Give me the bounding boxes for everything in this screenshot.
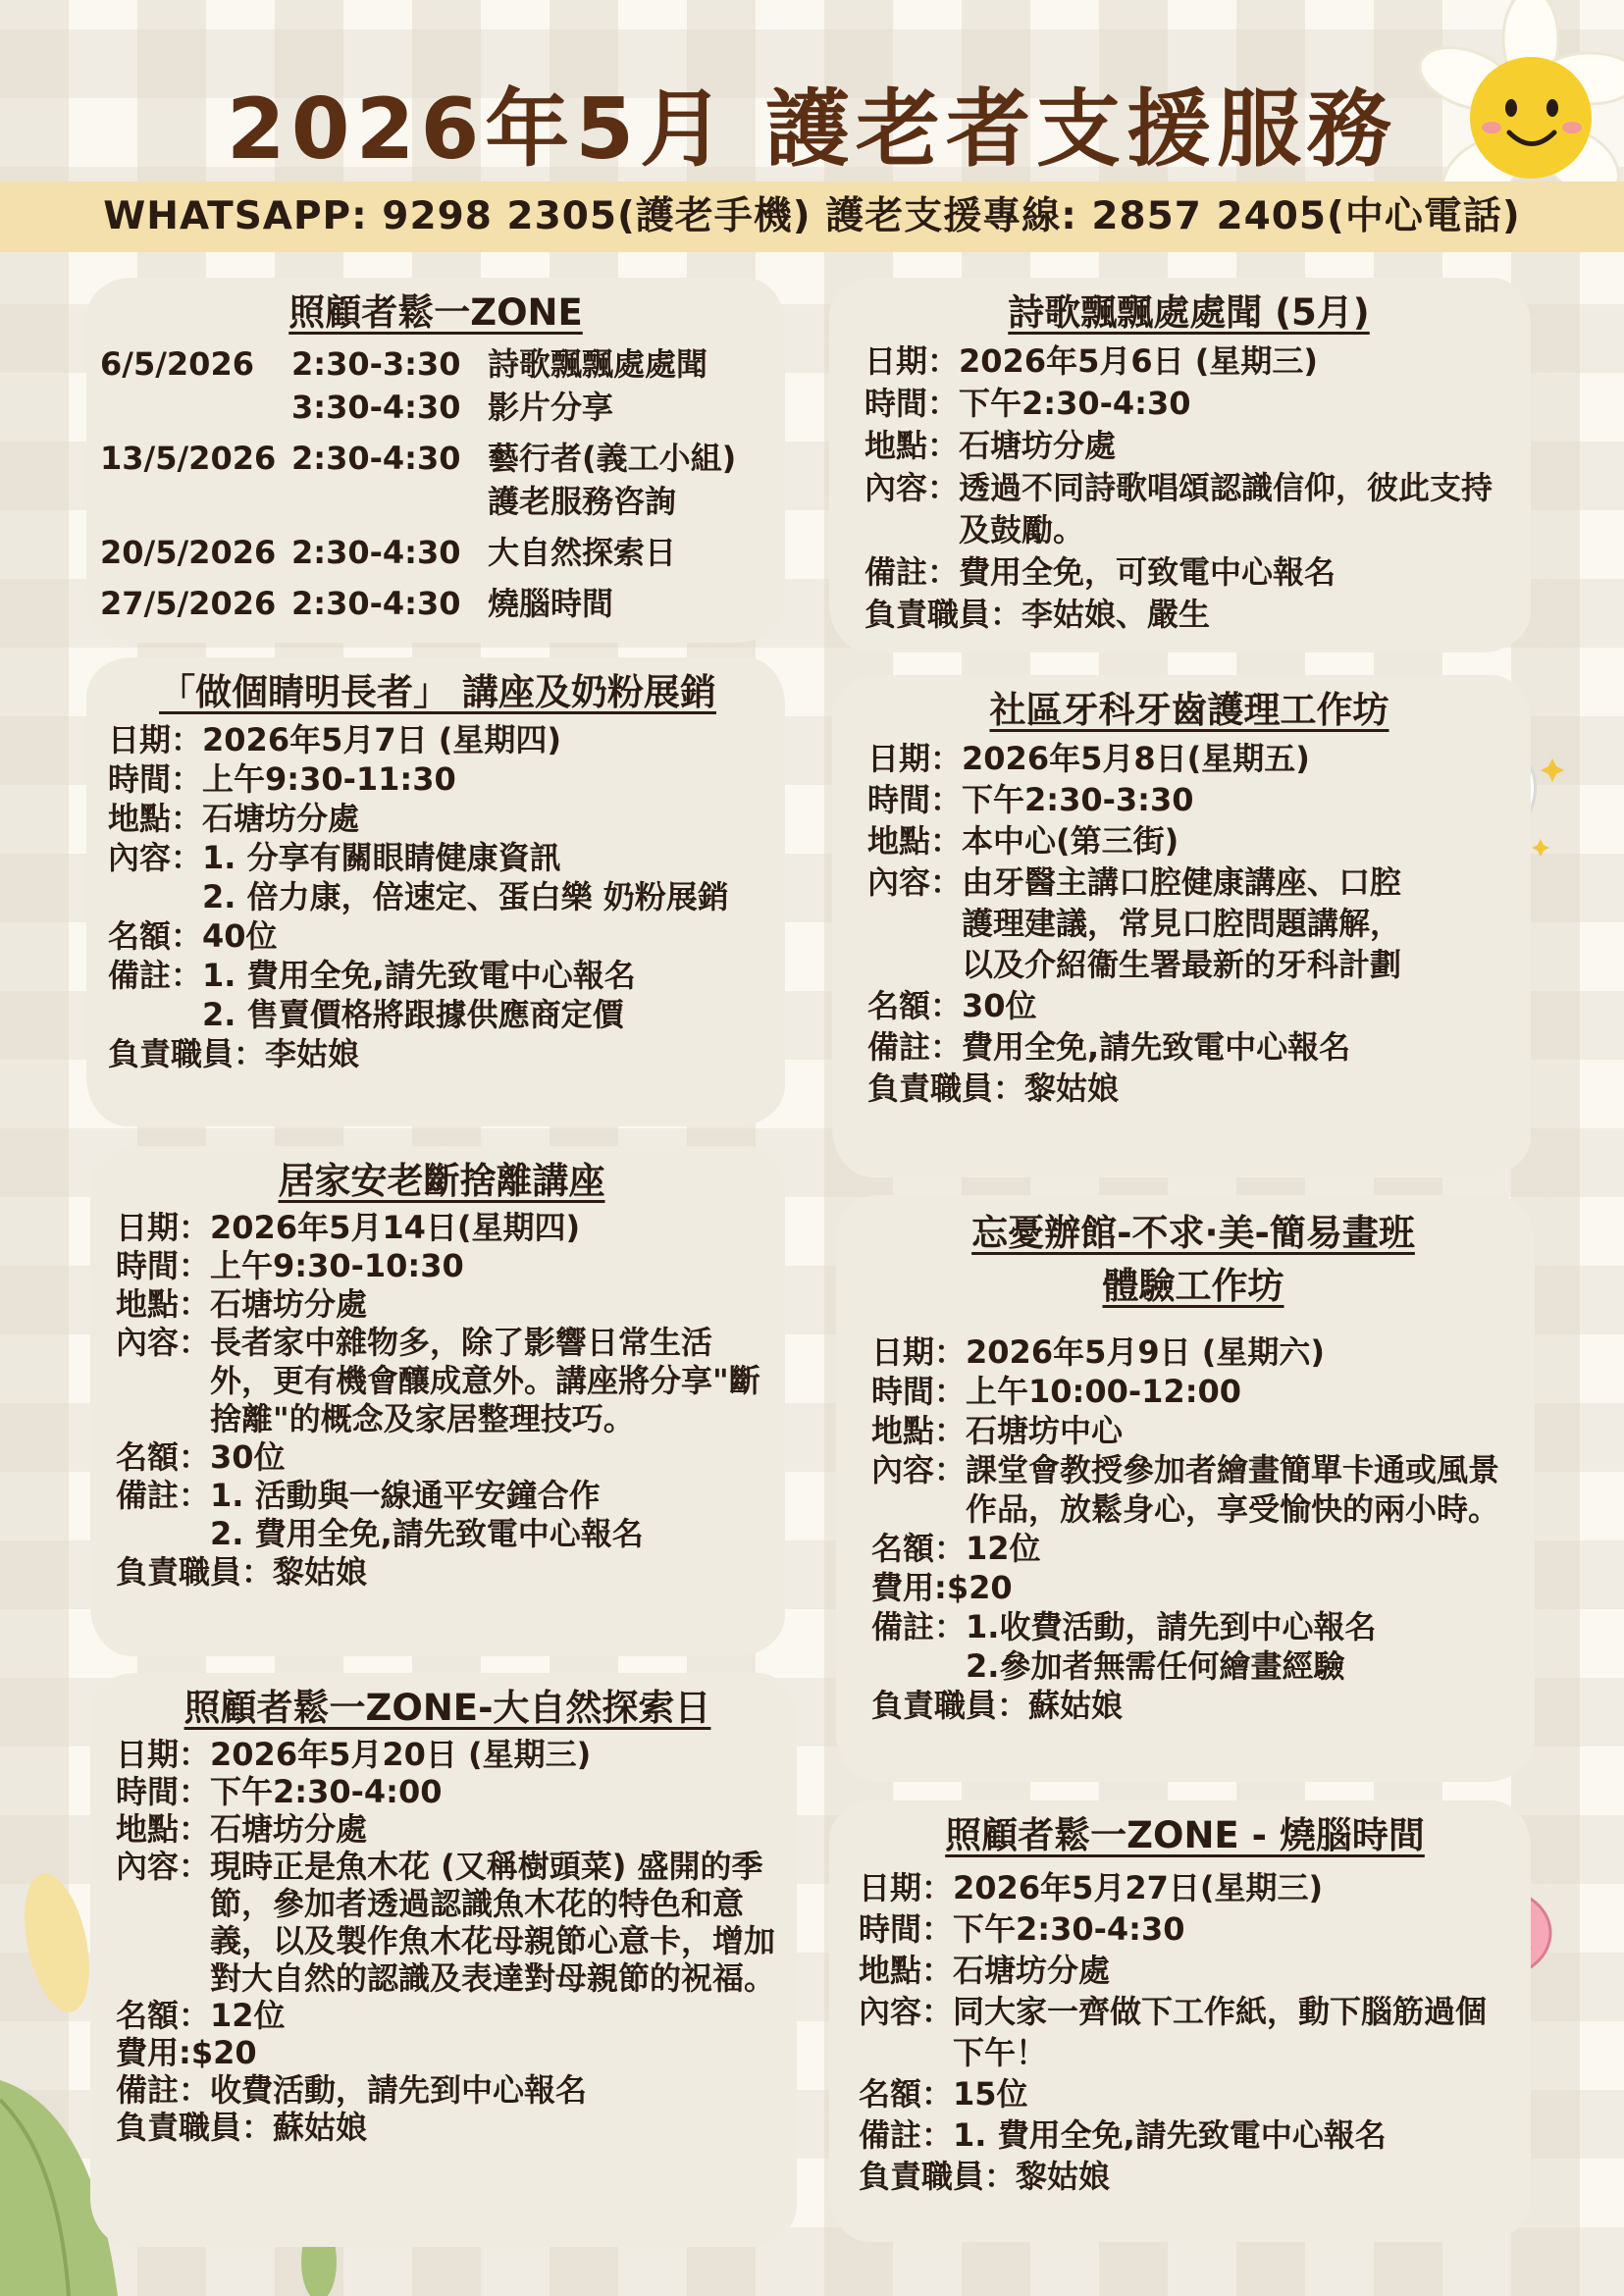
detail-value: 李姑娘: [265, 1035, 360, 1072]
detail-value: 上午9:30-11:30: [202, 760, 456, 798]
detail-row-date: [871, 1332, 1515, 1372]
detail-row-fee: [871, 1568, 1515, 1607]
detail-row-time: [116, 1773, 779, 1810]
detail-label: 地點：: [864, 427, 960, 464]
schedule-row: [100, 582, 771, 625]
detail-label: 名額：: [871, 1530, 967, 1567]
detail-value: $20: [946, 1569, 1013, 1606]
card-title-text: 忘憂辦館-不求·美-簡易畫班 體驗工作坊: [971, 1212, 1415, 1307]
card-title: [100, 289, 771, 337]
detail-row-remarks: [864, 551, 1513, 594]
card-title-text: 詩歌飄飄處處聞 (5月): [1008, 291, 1370, 334]
card-title: [864, 289, 1513, 337]
detail-row-date: [867, 738, 1511, 779]
detail-row-quota: [867, 985, 1511, 1026]
detail-label: 負責職員：: [116, 2109, 274, 2146]
detail-row-staff: [859, 2156, 1511, 2197]
detail-list: [867, 738, 1511, 1109]
schedule-date: 6/5/2026: [100, 345, 254, 383]
detail-value: 2026年5月14日(星期四): [210, 1209, 581, 1246]
detail-row-time: [116, 1247, 767, 1285]
detail-label: 負責職員：: [859, 2158, 1017, 2195]
schedule-list: [100, 342, 771, 625]
card-title: [871, 1207, 1515, 1313]
detail-value: 黎姑娘: [1016, 2158, 1111, 2195]
detail-value: 2026年5月9日 (星期六): [966, 1333, 1326, 1371]
detail-label: 負責職員：: [116, 1553, 274, 1591]
card-hymns: [829, 278, 1531, 652]
detail-label: 時間：: [859, 1910, 954, 1948]
schedule-event: 藝行者(義工小組) 護老服務咨詢: [488, 440, 737, 520]
card-title-text: 社區牙科牙齒護理工作坊: [989, 689, 1389, 731]
detail-label: 內容：: [116, 1324, 211, 1361]
detail-row-content: [116, 1848, 779, 1997]
detail-label: 內容：: [116, 1848, 211, 1885]
detail-row-content: [116, 1324, 767, 1438]
card-title-text: 照顧者鬆一ZONE: [288, 291, 583, 334]
schedule-row: [100, 437, 771, 523]
detail-value: 12位: [966, 1530, 1041, 1567]
detail-row-time: [859, 1908, 1511, 1950]
detail-row-staff: [116, 1553, 767, 1592]
card-title: [116, 1685, 779, 1732]
detail-label: 負責職員：: [864, 596, 1022, 633]
card-title: [108, 669, 767, 716]
detail-row-content: [859, 1991, 1511, 2073]
detail-list: [116, 1736, 779, 2146]
detail-value: 石塘坊分處: [210, 1285, 368, 1323]
detail-value: 現時正是魚木花 (又稱樹頭菜) 盛開的季節，參加者透過認識魚木花的特色和意義，以及製作魚木花母親節心意卡，增加對大自然的認識及表達對母親節的祝福。: [210, 1848, 776, 1997]
card-decluttering-talk: [90, 1146, 785, 1656]
card-dental-workshop: [832, 675, 1531, 1177]
schedule-date: 13/5/2026: [100, 440, 277, 477]
detail-value: 12位: [210, 1997, 286, 2034]
detail-label: 費用:: [871, 1569, 947, 1606]
detail-label: 內容：: [108, 839, 203, 876]
detail-row-staff: [867, 1068, 1511, 1109]
detail-value: 1. 費用全免,請先致電中心報名 2. 售賣價格將跟據供應商定價: [202, 957, 636, 1033]
detail-label: 日期：: [116, 1736, 211, 1773]
detail-value: 2026年5月8日(星期五): [962, 740, 1310, 777]
detail-value: 費用全免，可致電中心報名: [959, 553, 1336, 591]
detail-label: 日期：: [864, 342, 960, 380]
detail-value: 15位: [953, 2075, 1028, 2113]
detail-value: 李姑娘、嚴生: [1022, 596, 1211, 633]
schedule-time: 3:30-4:30: [291, 389, 461, 426]
detail-row-venue: [116, 1285, 767, 1324]
detail-value: 1. 分享有關眼睛健康資訊 2. 倍力康，倍速定、蛋白樂 奶粉展銷: [202, 839, 729, 915]
detail-label: 內容：: [864, 469, 960, 506]
detail-row-remarks: [116, 2071, 779, 2109]
schedule-event: 大自然探索日: [488, 534, 677, 571]
card-eye-health-talk: [86, 657, 785, 1126]
schedule-event: 影片分享: [488, 389, 614, 426]
schedule-row: [100, 386, 771, 429]
detail-row-content: [864, 467, 1513, 551]
detail-label: 備註：: [108, 957, 203, 994]
detail-row-fee: [116, 2034, 779, 2071]
detail-row-venue: [867, 820, 1511, 861]
detail-row-remarks: [108, 956, 767, 1034]
detail-label: 費用:: [116, 2034, 191, 2071]
schedule-date: [100, 386, 291, 429]
detail-label: 名額：: [116, 1997, 211, 2034]
detail-row-quota: [108, 916, 767, 956]
detail-value: 下午2:30-4:30: [953, 1910, 1185, 1948]
detail-value: 收費活動，請先到中心報名: [210, 2071, 588, 2109]
detail-row-date: [116, 1736, 779, 1773]
detail-value: 蘇姑娘: [273, 2109, 368, 2146]
page-title: 2026年5月 護老者支援服務: [226, 80, 1398, 179]
detail-label: 名額：: [108, 917, 203, 955]
detail-label: 時間：: [867, 781, 963, 818]
detail-value: 石塘坊分處: [202, 800, 360, 837]
schedule-event: 詩歌飄飄處處聞: [488, 345, 708, 383]
detail-row-remarks: [867, 1026, 1511, 1068]
detail-label: 內容：: [859, 1993, 954, 2030]
detail-row-venue: [864, 425, 1513, 467]
detail-row-date: [108, 720, 767, 759]
detail-value: 由牙醫主講口腔健康講座、口腔護理建議，常見口腔問題講解，以及介紹衞生署最新的牙科計劃: [962, 863, 1402, 983]
contact-bar: WHATSAPP: 9298 2305(護老手機) 護老支援專線: 2857 2405(中心電話): [0, 182, 1624, 252]
detail-label: 地點：: [108, 800, 203, 837]
detail-row-time: [871, 1372, 1515, 1411]
detail-row-time: [108, 759, 767, 799]
card-title: [859, 1812, 1511, 1859]
detail-row-time: [864, 383, 1513, 425]
detail-row-staff: [108, 1034, 767, 1073]
detail-label: 備註：: [116, 2071, 211, 2109]
detail-label: 日期：: [859, 1869, 954, 1906]
detail-row-quota: [871, 1529, 1515, 1568]
detail-list: [108, 720, 767, 1073]
schedule-time: 2:30-4:30: [291, 534, 461, 571]
detail-value: 1.收費活動，請先到中心報名 2.參加者無需任何繪畫經驗: [966, 1608, 1377, 1685]
detail-label: 時間：: [116, 1247, 211, 1284]
detail-value: 黎姑娘: [273, 1553, 368, 1591]
detail-label: 地點：: [871, 1412, 967, 1449]
card-title: [867, 687, 1511, 734]
schedule-row: [100, 531, 771, 574]
detail-row-staff: [871, 1686, 1515, 1725]
detail-value: 下午2:30-4:30: [959, 385, 1191, 422]
detail-label: 時間：: [871, 1373, 967, 1410]
detail-value: 石塘坊分處: [210, 1810, 368, 1848]
card-schedule: [86, 278, 785, 643]
detail-row-venue: [859, 1950, 1511, 1991]
detail-label: 備註：: [116, 1477, 211, 1514]
detail-label: 負責職員：: [871, 1687, 1029, 1724]
detail-label: 地點：: [859, 1952, 954, 1989]
card-title-text: 照顧者鬆一ZONE-大自然探索日: [183, 1687, 711, 1729]
detail-value: 30位: [210, 1438, 286, 1476]
detail-label: 時間：: [108, 760, 203, 798]
schedule-time: 2:30-3:30: [291, 345, 461, 383]
detail-label: 日期：: [116, 1209, 211, 1246]
detail-label: 名額：: [116, 1438, 211, 1476]
detail-value: 30位: [962, 987, 1037, 1024]
detail-label: 負責職員：: [108, 1035, 266, 1072]
detail-label: 地點：: [116, 1285, 211, 1323]
detail-value: 長者家中雜物多，除了影響日常生活外，更有機會釀成意外。講座將分享"斷捨離"的概念及家居整理技巧。: [210, 1324, 760, 1437]
detail-row-staff: [864, 594, 1513, 636]
detail-value: 1. 活動與一線通平安鐘合作 2. 費用全免,請先致電中心報名: [210, 1477, 644, 1552]
detail-value: 本中心(第三街): [962, 822, 1179, 860]
schedule-time: 2:30-4:30: [291, 440, 461, 477]
detail-label: 日期：: [867, 740, 963, 777]
detail-value: 同大家一齊做下工作紙，動下腦筋過個下午！: [953, 1993, 1488, 2071]
detail-value: 黎姑娘: [1024, 1070, 1120, 1107]
detail-label: 備註：: [867, 1028, 963, 1066]
detail-value: 下午2:30-3:30: [962, 781, 1194, 818]
detail-value: 石塘坊分處: [959, 427, 1117, 464]
card-title: [116, 1158, 767, 1205]
detail-value: 2026年5月7日 (星期四): [202, 721, 562, 758]
detail-row-venue: [871, 1411, 1515, 1450]
detail-label: 內容：: [867, 863, 963, 901]
detail-label: 地點：: [116, 1810, 211, 1848]
detail-value: 石塘坊分處: [953, 1952, 1111, 1989]
schedule-date: 20/5/2026: [100, 534, 277, 571]
schedule-event: 燒腦時間: [488, 585, 614, 622]
detail-row-venue: [116, 1810, 779, 1848]
detail-value: 透過不同詩歌唱頌認識信仰，彼此支持及鼓勵。: [959, 469, 1493, 548]
detail-row-date: [864, 340, 1513, 383]
detail-list: [864, 340, 1513, 636]
detail-value: 蘇姑娘: [1028, 1687, 1124, 1724]
card-nature-day: [90, 1673, 797, 2247]
detail-label: 時間：: [864, 385, 960, 422]
detail-row-staff: [116, 2109, 779, 2146]
detail-label: 地點：: [867, 822, 963, 860]
detail-list: [871, 1332, 1515, 1725]
detail-label: 負責職員：: [867, 1070, 1025, 1107]
detail-value: 費用全免,請先致電中心報名: [962, 1028, 1351, 1066]
detail-label: 內容：: [871, 1451, 967, 1488]
detail-label: 備註：: [871, 1608, 967, 1645]
detail-row-time: [867, 779, 1511, 820]
card-title-text: 居家安老斷捨離講座: [278, 1160, 605, 1202]
detail-value: 2026年5月27日(星期三): [953, 1869, 1324, 1906]
detail-list: [116, 1209, 767, 1592]
detail-value: 2026年5月6日 (星期三): [959, 342, 1319, 380]
detail-row-date: [116, 1209, 767, 1247]
detail-value: 2026年5月20日 (星期三): [210, 1736, 592, 1773]
detail-row-quota: [116, 1997, 779, 2034]
schedule-date: 27/5/2026: [100, 585, 277, 622]
detail-label: 名額：: [867, 987, 963, 1024]
schedule-time: 2:30-4:30: [291, 585, 461, 622]
detail-value: 上午9:30-10:30: [210, 1247, 464, 1284]
detail-row-date: [859, 1867, 1511, 1908]
card-title-text: 「做個睛明長者」 講座及奶粉展銷: [159, 671, 716, 713]
detail-label: 備註：: [864, 553, 960, 591]
detail-row-remarks: [116, 1477, 767, 1553]
detail-label: 備註：: [859, 2116, 954, 2154]
detail-label: 日期：: [108, 721, 203, 758]
detail-value: 上午10:00-12:00: [966, 1373, 1242, 1410]
detail-row-remarks: [859, 2114, 1511, 2156]
card-brain-time: [829, 1800, 1531, 2242]
detail-list: [859, 1867, 1511, 2197]
detail-row-content: [108, 838, 767, 916]
detail-row-content: [867, 861, 1511, 985]
card-title-text: 照顧者鬆一ZONE - 燒腦時間: [945, 1814, 1425, 1856]
detail-row-content: [871, 1450, 1515, 1529]
detail-value: 下午2:30-4:00: [210, 1773, 443, 1810]
detail-row-remarks: [871, 1607, 1515, 1686]
detail-value: 40位: [202, 917, 278, 955]
schedule-row: [100, 342, 771, 386]
detail-label: 時間：: [116, 1773, 211, 1810]
detail-value: 石塘坊中心: [966, 1412, 1124, 1449]
detail-value: $20: [190, 2034, 257, 2071]
detail-row-venue: [108, 799, 767, 838]
detail-label: 日期：: [871, 1333, 967, 1371]
detail-row-quota: [116, 1438, 767, 1477]
detail-row-quota: [859, 2073, 1511, 2114]
detail-value: 1. 費用全免,請先致電中心報名: [953, 2116, 1387, 2154]
card-drawing-workshop: [836, 1195, 1535, 1782]
detail-label: 名額：: [859, 2075, 954, 2113]
detail-value: 課堂會教授參加者繪畫簡單卡通或風景作品，放鬆身心，享受愉快的兩小時。: [966, 1451, 1500, 1528]
